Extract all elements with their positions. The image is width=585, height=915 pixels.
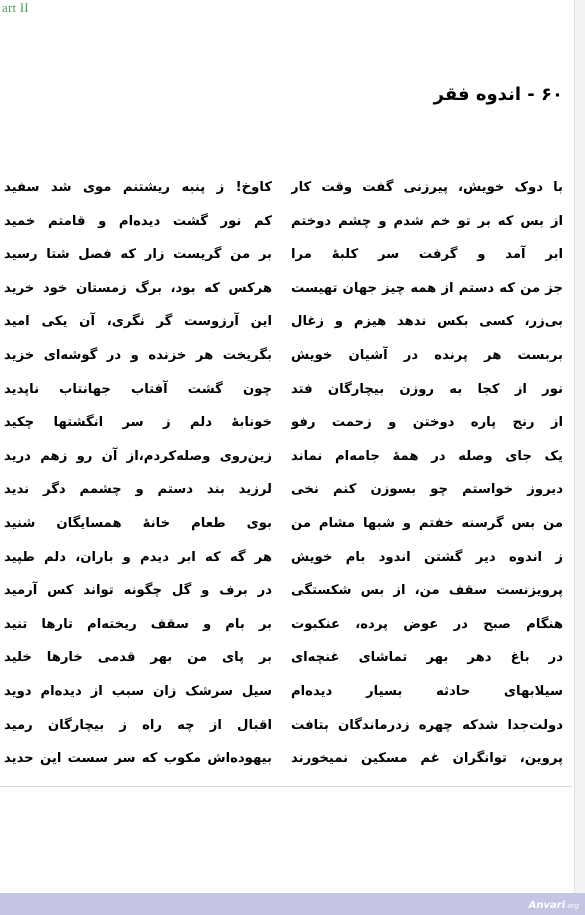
verse-line: این آرزوست گر نگری، آن یکی امید: [4, 314, 272, 330]
verse-line: دیروز خواستم چو بسوزن کنم نخی: [291, 482, 563, 498]
verse-line: از بس که بر تو خم شدم و چشم دوختم: [291, 213, 563, 229]
verse-line: زین‌روی وصله‌کردم،از آن رو زهم درید: [4, 448, 272, 464]
running-head: art II: [2, 0, 29, 15]
verse-line: لرزید بند دستم و چشمم دگر ندید: [4, 482, 272, 498]
verse-line: پرویزنست سقف من، از بس شکستگی: [291, 583, 563, 599]
verse-line: بیهوده‌اش مکوب که سر سست این حدید: [4, 751, 272, 767]
verse-line: بگریخت هر خزنده و در گوشه‌ای خزید: [4, 347, 272, 363]
watermark-suffix: .org: [565, 902, 579, 910]
verse-line: در باغ دهر بهر تماشای غنچه‌ای: [291, 650, 563, 666]
verse-line: یک جای وصله در همهٔ جامه‌ام نماند: [291, 448, 563, 464]
verse-line: کم نور گشت دیده‌ام و قامتم خمید: [4, 213, 272, 229]
watermark-brand: Anvari: [528, 900, 566, 911]
verse-line: خونابهٔ دلم ز سر انگشتها چکید: [4, 415, 272, 431]
verse-line: ابر آمد و گرفت سر کلبهٔ مرا: [291, 247, 563, 263]
verse-line: بر من گریست زار که فصل شتا رسید: [4, 247, 272, 263]
verse-line: بر بام و سقف ریخته‌ام تارها تنید: [4, 616, 272, 632]
verse-line: جز من که دستم از همه چیز جهان تهیست: [291, 280, 563, 296]
verse-line: چون گشت آفتاب جهانتاب ناپدید: [4, 381, 272, 397]
right-verse-column: [291, 174, 563, 779]
verse-line: هرکس که بود، برگ زمستان خود خرید: [4, 280, 272, 296]
verse-line: بی‌زر، کسی بکس ندهد هیزم و زغال: [291, 314, 563, 330]
poem-title: ۶۰ - اندوه فقر: [433, 84, 563, 105]
verse-line: ز اندوه دیر گشتن اندود بام خویش: [291, 549, 563, 565]
verse-line: سیلابهای حادثه بسیار دیده‌ام: [291, 683, 563, 699]
verse-line: من بس گرسنه خفتم و شبها مشام من: [291, 515, 563, 531]
vertical-scrollbar[interactable]: [574, 0, 585, 893]
verse-line: کاوخ! ز پنبه ریشتنم موی شد سفید: [4, 180, 272, 195]
verse-line: سیل سرشک زان سبب از دیده‌ام دوید: [4, 683, 272, 699]
verse-line: با دوک خویش، پیرزنی گفت وقت کار: [291, 180, 563, 195]
verse-line: بوی طعام خانهٔ همسایگان شنید: [4, 515, 272, 531]
verse-line: پروین، توانگران غم مسکین نمیخورند: [291, 751, 563, 767]
verse-line: در برف و گل چگونه تواند کس آرمید: [4, 583, 272, 599]
verse-line: بر پای من بهر قدمی خارها خلید: [4, 650, 272, 666]
verse-line: نور از کجا به روزن بیچارگان فتد: [291, 381, 563, 397]
bottom-status-bar: [0, 893, 585, 915]
verse-line: اقبال از چه راه ز بیچارگان رمید: [4, 717, 272, 733]
verse-line: هر گه که ابر دیدم و باران، دلم طپید: [4, 549, 272, 565]
verse-line: بربست هر پرنده در آشیان خویش: [291, 347, 563, 363]
left-verse-column: [4, 174, 272, 779]
site-watermark: [529, 900, 579, 911]
verse-line: از رنج پاره دوختن و زحمت رفو: [291, 415, 563, 431]
verse-line: دولت‌جدا شدکه چهره زدرماندگان بتافت: [291, 717, 563, 733]
verse-line: هنگام صبح در عوض پرده، عنکبوت: [291, 616, 563, 632]
page-divider: [0, 786, 572, 787]
